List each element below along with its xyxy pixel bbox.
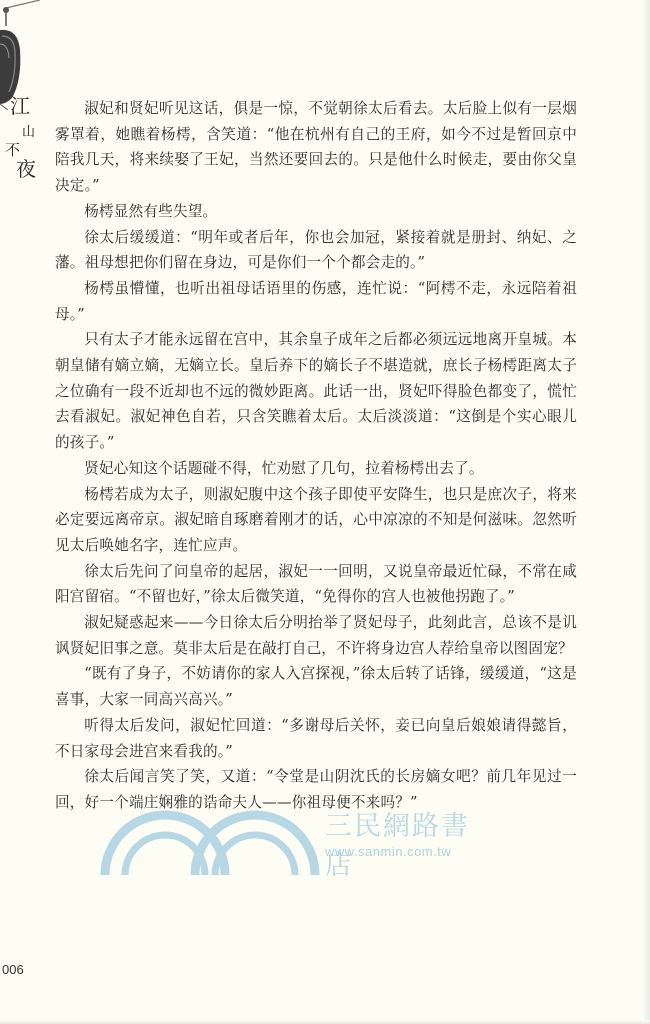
paragraph: 贤妃心知这个话题碰不得，忙劝慰了几句，拉着杨樗出去了。 [84,459,484,477]
watermark-url: www.sanmin.com.tw [325,844,452,859]
running-header-vertical-title [2,96,38,186]
paragraph: 听得太后发问，淑妃忙回道：“多谢母后关怀，妾已向皇后娘娘请得懿旨，不日家母会进宫来看我的。” [55,716,577,760]
page-number: 006 [2,962,24,977]
paragraph: “既有了身子，不妨请你的家人入宫探视，”徐太后转了话锋，缓缓道，“这是喜事，大家一同高兴高兴。” [55,665,577,709]
paragraph: 淑妃和贤妃听见这话，俱是一惊，不觉朝徐太后看去。太后脸上似有一层烟雾罩着，她瞧着杨樗，含笑道：“他在杭州有自己的王府，如今不过是暂回京中陪我几天，将来续娶了王妃，当然还要回去的。只是他什么时候走，要由你父皇决定。” [55,100,577,195]
title-char: 不 [5,141,21,159]
watermark-text: 三民網路書店 [325,811,470,881]
paragraph: 徐太后先问了问皇帝的起居，淑妃一一回明，又说皇帝最近忙碌，不常在咸阳宫留宿。“不留也好，”徐太后微笑道，“免得你的宫人也被他拐跑了。” [55,562,577,606]
paragraph: 杨樗虽懵懂，也听出祖母话语里的伤感，连忙说：“阿樗不走，永远陪着祖母。” [55,279,577,323]
paragraph: 徐太后缓缓道：“明年或者后年，你也会加冠，紧接着就是册封、纳妃、之藩。祖母想把你们留在身边，可是你们一个个都会走的。” [55,228,577,272]
page-edge [644,0,650,1024]
title-char: 江 [10,94,30,118]
page-bottom-edge [0,1020,650,1024]
paragraph: 徐太后闻言笑了笑，又道：“令堂是山阴沈氏的长房嫡女吧？前几年见过一回，好一个端庄娴雅的诰命夫人——你祖母便不来吗？” [55,768,577,811]
title-char: 夜 [16,157,36,181]
paragraph: 只有太子才能永远留在宫中，其余皇子成年之后都必须远远地离开皇城。本朝皇储有嫡立嫡，无嫡立长。皇后养下的嫡长子不堪造就，庶长子杨樗距离太子之位确有一段不近却也不远的微妙距离。此话一出，贤妃吓得脸色都变了，慌忙去看淑妃。淑妃神色自若，只含笑瞧着太后。太后淡淡道：“这倒是个实心眼儿的孩子。” [55,331,577,452]
paragraph: 淑妃疑惑起来——今日徐太后分明抬举了贤妃母子，此刻此言，总该不是讥讽贤妃旧事之意。莫非太后是在敲打自己，不许将身边宫人荐给皇帝以图固宠？ [55,614,577,657]
paragraph: 杨樗显然有些失望。 [84,202,218,220]
body-text [55,96,577,816]
title-char: 山 [22,125,36,140]
paragraph: 杨樗若成为太子，则淑妃腹中这个孩子即使平安降生，也只是庶次子，将来必定要远离帝京。淑妃暗自琢磨着刚才的话，心中凉凉的不知是何滋味。忽然听见太后唤她名字，连忙应声。 [55,485,577,554]
